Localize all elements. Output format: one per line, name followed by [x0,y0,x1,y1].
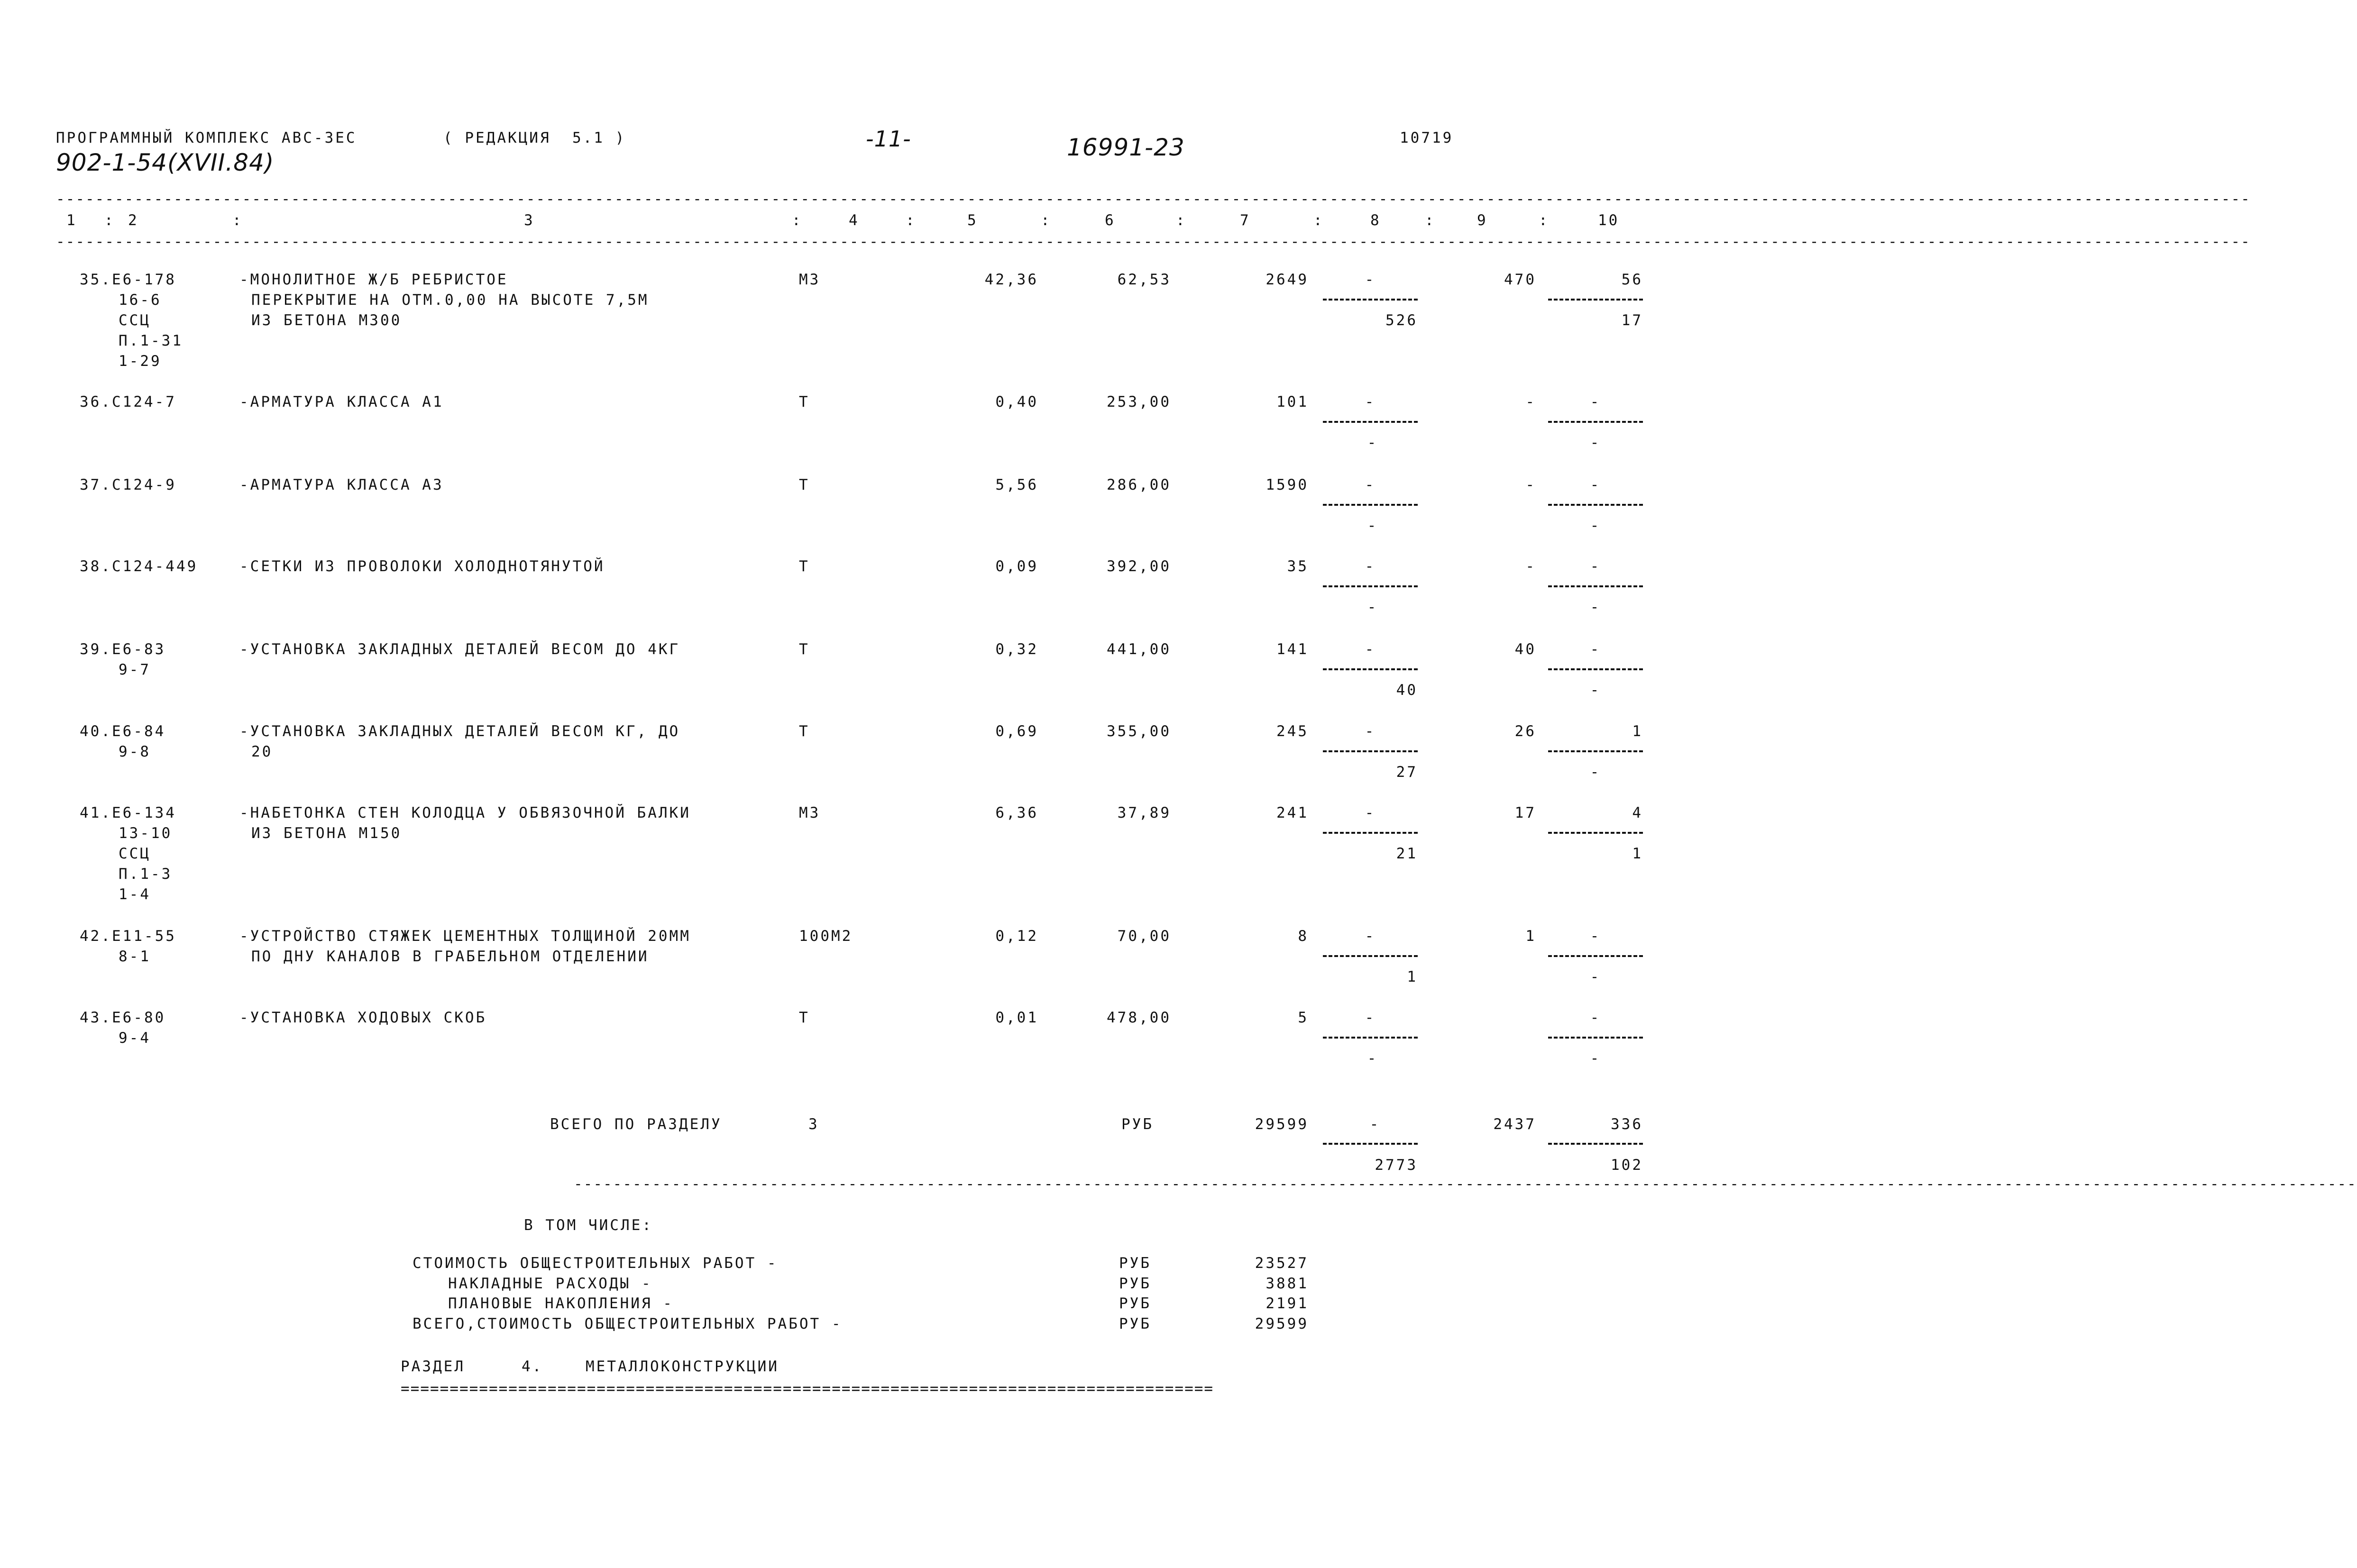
row-quantity: 5,56 [995,476,1038,493]
row-unit-price: 286,00 [1107,476,1171,493]
row-quantity: 6,36 [995,804,1038,821]
column-separator: : [1425,212,1436,229]
row-col9: - [1525,393,1536,410]
row-unit: М3 [799,271,821,288]
section-total-col8-top: - [1369,1116,1381,1133]
series-code: 902-1-54(XVII.84) [56,149,275,176]
row-code: ССЦ [119,312,151,329]
row-col9: 26 [1514,723,1536,740]
including-unit: РУБ [1119,1255,1151,1272]
column-header-10: 10 [1598,212,1620,229]
column-header-4: 4 [849,212,860,229]
row-col10-bottom: 1 [1632,845,1643,862]
row-description: -УСТАНОВКА ЗАКЛАДНЫХ ДЕТАЛЕЙ ВЕСОМ ДО 4КГ [239,641,680,658]
row-col10-top: - [1590,641,1601,658]
row-total: 2649 [1266,271,1309,288]
row-total: 1590 [1266,476,1309,493]
row-description: ИЗ БЕТОНА М300 [251,312,402,329]
row-code: 1-4 [119,886,151,903]
section-total-unit: РУБ [1121,1116,1154,1133]
row-code: 41.Е6-134 [80,804,176,821]
row-col10-bottom: - [1590,599,1601,616]
row-col9: - [1525,558,1536,575]
column-separator: : [1313,212,1324,229]
row-col9: - [1525,476,1536,493]
column-separator: : [792,212,803,229]
column-separator: : [1041,212,1052,229]
row-col10-divider [1548,299,1643,301]
row-col10-top: 56 [1621,271,1643,288]
row-description: ПЕРЕКРЫТИЕ НА ОТМ.0,00 НА ВЫСОТЕ 7,5М [251,292,649,309]
section-total-number: 3 [808,1116,819,1133]
column-separator: : [906,212,917,229]
row-col8-bottom: - [1367,1050,1378,1067]
row-quantity: 0,09 [995,558,1038,575]
section-total-col8-divider [1323,1143,1418,1145]
row-unit-price: 253,00 [1107,393,1171,410]
column-header-1: 1 [66,212,77,229]
next-section-label: РАЗДЕЛ [401,1358,465,1375]
including-heading: В ТОМ ЧИСЛЕ: [524,1217,653,1234]
row-col8-bottom: 27 [1396,764,1418,781]
section-total-col8-bottom: 2773 [1375,1157,1418,1174]
including-unit: РУБ [1119,1315,1151,1332]
row-code: 9-8 [119,743,151,760]
row-col9: 40 [1514,641,1536,658]
row-col8-top: - [1365,723,1376,740]
row-unit-price: 355,00 [1107,723,1171,740]
row-col10-bottom: 17 [1621,312,1643,329]
row-col8-top: - [1365,558,1376,575]
row-col8-top: - [1365,476,1376,493]
section-total-col10-top: 336 [1611,1116,1643,1133]
next-section-underline: =================================================================================== [401,1380,1214,1397]
row-description: -МОНОЛИТНОЕ Ж/Б РЕБРИСТОЕ [239,271,508,288]
row-col9: 470 [1504,271,1536,288]
row-col10-divider [1548,1037,1643,1039]
row-description: ИЗ БЕТОНА М150 [251,825,402,842]
row-unit: Т [799,723,810,740]
column-separator: : [232,212,243,229]
row-col10-top: 1 [1632,723,1643,740]
row-description: -НАБЕТОНКА СТЕН КОЛОДЦА У ОБВЯЗОЧНОЙ БАЛКИ [239,804,691,821]
column-separator: : [104,212,115,229]
row-col10-divider [1548,421,1643,423]
row-col8-divider [1323,955,1418,957]
row-description: ПО ДНУ КАНАЛОВ В ГРАБЕЛЬНОМ ОТДЕЛЕНИИ [251,948,649,965]
row-col8-bottom: - [1367,517,1378,534]
program-edition: ( РЕДАКЦИЯ 5.1 ) [443,129,626,146]
row-code: 9-7 [119,661,151,678]
row-code: 43.Е6-80 [80,1009,166,1026]
section-total-col10-divider [1548,1143,1643,1145]
row-unit: Т [799,476,810,493]
row-unit-price: 441,00 [1107,641,1171,658]
header-bottom-rule: -------------------------------------------------------------------------------------------------------------------------------------------------------------------------------------------------------------------------------- [56,233,2251,250]
page-number: -11- [866,126,911,152]
column-header-7: 7 [1240,212,1251,229]
section-total-value: 29599 [1255,1116,1309,1133]
row-unit-price: 62,53 [1117,271,1171,288]
row-col10-divider [1548,504,1643,506]
section-total-label: ВСЕГО ПО РАЗДЕЛУ [550,1116,722,1133]
row-col10-top: - [1590,393,1601,410]
row-col8-top: - [1365,641,1376,658]
row-description: -УСТАНОВКА ХОДОВЫХ СКОБ [239,1009,487,1026]
row-description: -УСТАНОВКА ЗАКЛАДНЫХ ДЕТАЛЕЙ ВЕСОМ КГ, ДО [239,723,680,740]
row-quantity: 0,12 [995,928,1038,945]
row-col10-top: 4 [1632,804,1643,821]
row-code: 40.Е6-84 [80,723,166,740]
row-description: -СЕТКИ ИЗ ПРОВОЛОКИ ХОЛОДНОТЯНУТОЙ [239,558,605,575]
job-number: 10719 [1400,129,1454,146]
row-unit-price: 37,89 [1117,804,1171,821]
column-header-6: 6 [1105,212,1116,229]
column-header-3: 3 [524,212,535,229]
row-total: 241 [1276,804,1309,821]
including-value: 23527 [1255,1255,1309,1272]
row-col8-divider [1323,299,1418,301]
row-description: -АРМАТУРА КЛАССА А3 [239,476,444,493]
row-col8-top: - [1365,271,1376,288]
row-col8-bottom: - [1367,599,1378,616]
including-value: 2191 [1266,1295,1309,1312]
row-col10-top: - [1590,1009,1601,1026]
row-col8-bottom: 1 [1407,968,1418,985]
row-col8-divider [1323,1037,1418,1039]
row-total: 5 [1298,1009,1309,1026]
row-total: 245 [1276,723,1309,740]
row-col10-bottom: - [1590,517,1601,534]
column-separator: : [1176,212,1187,229]
next-section-number: 4. [522,1358,543,1375]
row-total: 101 [1276,393,1309,410]
including-value: 29599 [1255,1315,1309,1332]
row-quantity: 0,01 [995,1009,1038,1026]
total-rule: -------------------------------------------------------------------------------------------------------------------------------------------------------------------------------------- [574,1176,2357,1193]
column-separator: : [1539,212,1550,229]
column-header-5: 5 [967,212,978,229]
column-header-8: 8 [1370,212,1381,229]
row-code: 13-10 [119,825,173,842]
row-col8-top: - [1365,393,1376,410]
including-unit: РУБ [1119,1275,1151,1292]
row-unit: 100М2 [799,928,853,945]
row-quantity: 0,32 [995,641,1038,658]
document-code: 16991-23 [1067,134,1185,161]
row-col9: 17 [1514,804,1536,821]
section-total-col9: 2437 [1493,1116,1536,1133]
row-code: П.1-3 [119,866,173,883]
row-code: ССЦ [119,845,151,862]
row-unit-price: 478,00 [1107,1009,1171,1026]
row-code: 39.Е6-83 [80,641,166,658]
row-code: П.1-31 [119,332,183,349]
row-code: 35.Е6-178 [80,271,176,288]
program-name: ПРОГРАММНЫЙ КОМПЛЕКС АВС-ЗЕС [56,129,357,146]
including-value: 3881 [1266,1275,1309,1292]
row-col10-bottom: - [1590,764,1601,781]
row-code: 16-6 [119,292,162,309]
row-col8-bottom: 21 [1396,845,1418,862]
section-total-col10-bottom: 102 [1611,1157,1643,1174]
row-total: 35 [1287,558,1309,575]
top-rule: -------------------------------------------------------------------------------------------------------------------------------------------------------------------------------------------------------------------------------- [56,191,2251,208]
row-quantity: 42,36 [984,271,1038,288]
next-section-title: МЕТАЛЛОКОНСТРУКЦИИ [586,1358,779,1375]
row-col8-bottom: - [1367,434,1378,451]
row-col8-divider [1323,585,1418,587]
row-col10-bottom: - [1590,434,1601,451]
row-unit-price: 70,00 [1117,928,1171,945]
row-unit: Т [799,558,810,575]
row-code: 37.С124-9 [80,476,176,493]
row-code: 9-4 [119,1030,151,1047]
row-code: 42.Е11-55 [80,928,176,945]
row-col10-top: - [1590,928,1601,945]
column-header-9: 9 [1477,212,1488,229]
row-quantity: 0,69 [995,723,1038,740]
row-unit: Т [799,393,810,410]
row-col10-divider [1548,750,1643,752]
row-description: 20 [251,743,273,760]
row-code: 36.С124-7 [80,393,176,410]
row-total: 8 [1298,928,1309,945]
row-col8-top: - [1365,1009,1376,1026]
row-col8-divider [1323,421,1418,423]
row-col8-divider [1323,832,1418,834]
row-col10-top: - [1590,476,1601,493]
row-col10-divider [1548,668,1643,670]
row-col10-divider [1548,585,1643,587]
including-label: ВСЕГО,СТОИМОСТЬ ОБЩЕСТРОИТЕЛЬНЫХ РАБОТ - [413,1315,843,1332]
row-col8-bottom: 526 [1385,312,1418,329]
row-col8-divider [1323,504,1418,506]
column-header-2: 2 [128,212,139,229]
row-col8-divider [1323,668,1418,670]
row-unit: Т [799,641,810,658]
row-code: 1-29 [119,353,162,370]
row-unit-price: 392,00 [1107,558,1171,575]
row-col10-divider [1548,832,1643,834]
row-col10-bottom: - [1590,682,1601,699]
row-code: 8-1 [119,948,151,965]
row-col10-divider [1548,955,1643,957]
row-col8-divider [1323,750,1418,752]
row-code: 38.С124-449 [80,558,198,575]
row-col10-bottom: - [1590,1050,1601,1067]
including-label: ПЛАНОВЫЕ НАКОПЛЕНИЯ - [448,1295,674,1312]
row-unit: М3 [799,804,821,821]
including-label: НАКЛАДНЫЕ РАСХОДЫ - [448,1275,652,1292]
including-unit: РУБ [1119,1295,1151,1312]
row-col10-bottom: - [1590,968,1601,985]
row-col9: 1 [1525,928,1536,945]
row-quantity: 0,40 [995,393,1038,410]
row-col8-bottom: 40 [1396,682,1418,699]
including-label: СТОИМОСТЬ ОБЩЕСТРОИТЕЛЬНЫХ РАБОТ - [413,1255,778,1272]
row-col8-top: - [1365,804,1376,821]
row-unit: Т [799,1009,810,1026]
row-col10-top: - [1590,558,1601,575]
row-description: -УСТРОЙСТВО СТЯЖЕК ЦЕМЕНТНЫХ ТОЛЩИНОЙ 20ММ [239,928,691,945]
row-col8-top: - [1365,928,1376,945]
row-description: -АРМАТУРА КЛАССА А1 [239,393,444,410]
row-total: 141 [1276,641,1309,658]
